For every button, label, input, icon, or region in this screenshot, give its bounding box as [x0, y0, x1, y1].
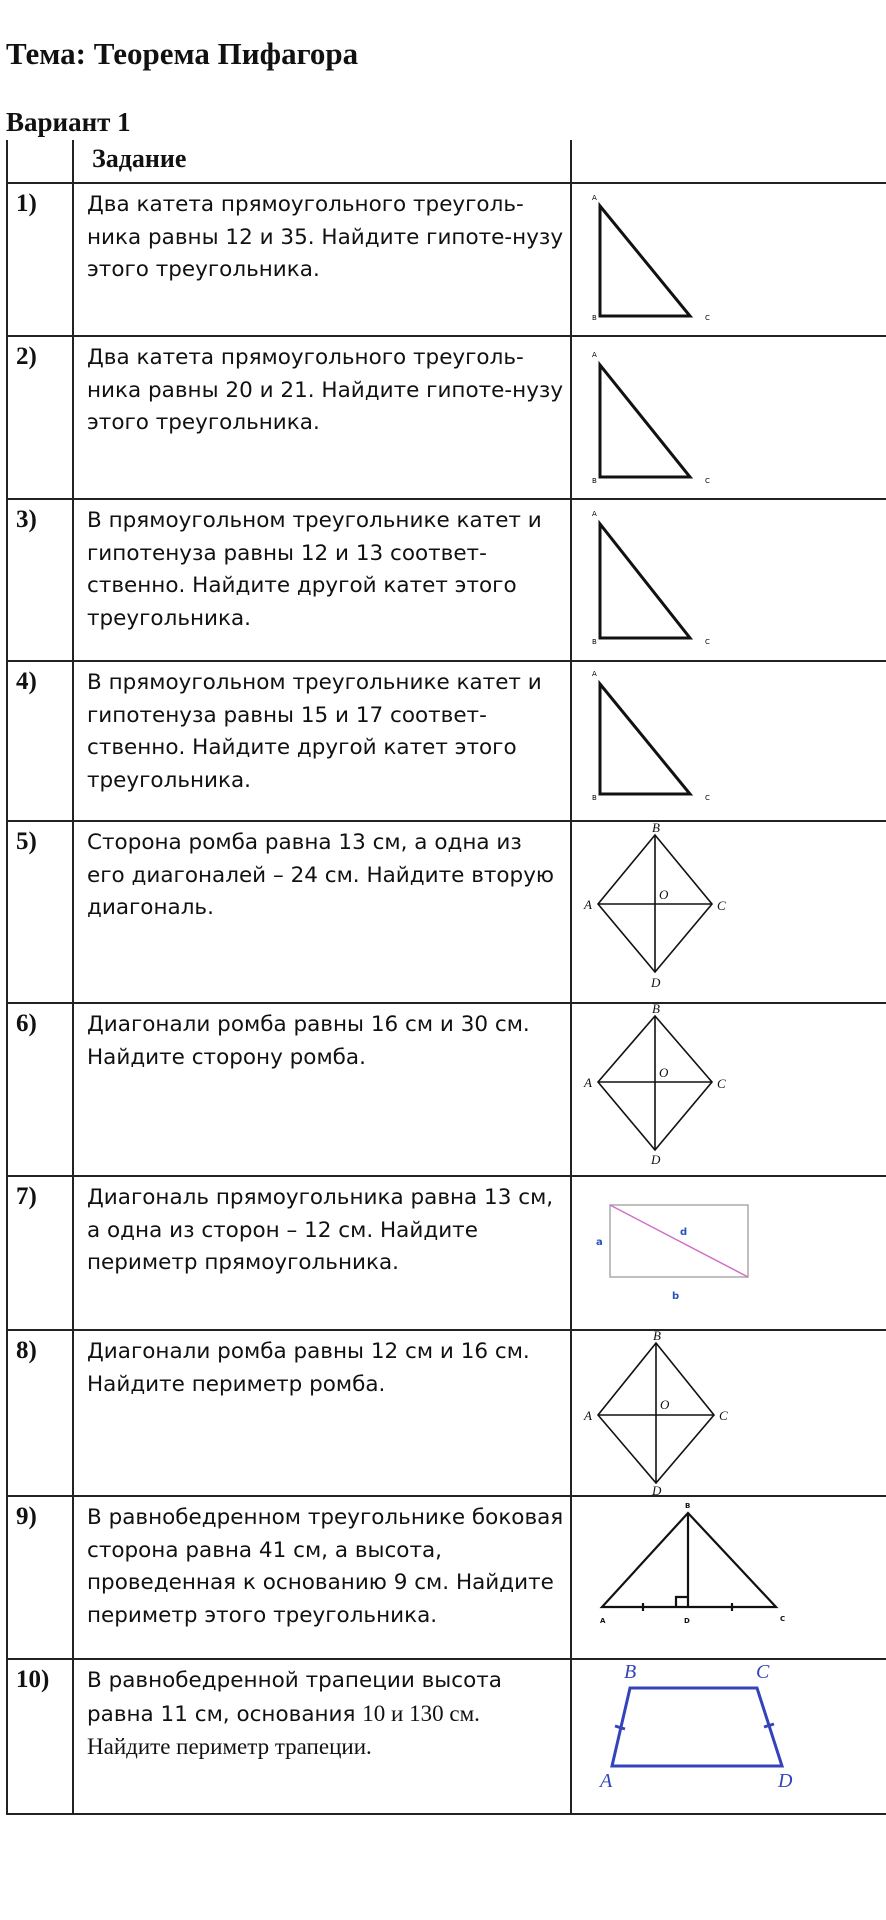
task-row-8 [7, 1330, 886, 1496]
task-row-7 [7, 1176, 886, 1330]
task-row-1 [7, 183, 886, 336]
vertex-label-d: D [651, 975, 661, 990]
task-number: 4) [7, 661, 73, 821]
right-triangle-figure [572, 337, 872, 500]
vertex-label-a: A [584, 897, 592, 912]
vertex-label-c: C [705, 794, 710, 802]
vertex-label-d: D [651, 1152, 661, 1167]
vertex-label-a: A [600, 1770, 613, 1792]
vertex-label-c: C [717, 1076, 726, 1091]
task-number: 8) [7, 1330, 73, 1496]
center-label-o: O [660, 1397, 670, 1412]
task-text: Диагональ прямоугольника равна 13 см, а одна из сторон – 12 см. Найдите периметр прямоугольника. [73, 1176, 571, 1330]
task-row-9 [7, 1496, 886, 1659]
tasks-table [6, 140, 886, 1815]
task-text: В прямоугольном треугольнике катет и гипотенуза равны 15 и 17 соответ-ственно. Найдите другой катет этого треугольника. [73, 661, 571, 821]
vertex-label-c: C [756, 1661, 770, 1683]
task-text: Два катета прямоугольного треуголь-ника равны 20 и 21. Найдите гипоте-нузу этого треугольника. [73, 336, 571, 499]
task-row-10 [7, 1659, 886, 1814]
rectangle-figure [572, 1177, 872, 1331]
task-row-2 [7, 336, 886, 499]
right-triangle-figure [572, 500, 872, 662]
vertex-label-a: A [592, 194, 597, 202]
isosceles-triangle-figure [572, 1497, 872, 1660]
header-task: Задание [73, 140, 571, 183]
vertex-label-a: A [584, 1408, 592, 1423]
task-number: 1) [7, 183, 73, 336]
task-figure [571, 1176, 886, 1330]
vertex-label-b: B [652, 1004, 660, 1016]
task-row-5 [7, 821, 886, 1003]
vertex-label-a: A [592, 670, 597, 678]
task-figure [571, 1003, 886, 1176]
vertex-label-b: B [685, 1502, 691, 1510]
vertex-label-c: C [780, 1615, 786, 1623]
task-figure [571, 183, 886, 336]
task-number: 2) [7, 336, 73, 499]
task-figure [571, 1330, 886, 1496]
right-triangle-figure [572, 662, 872, 822]
table-header-row [7, 140, 886, 183]
task-text: В равнобедренном треугольнике боковая сторона равна 41 см, а высота, проведенная к основанию 9 см. Найдите периметр этого треугольника. [73, 1496, 571, 1659]
task-figure [571, 499, 886, 661]
vertex-label-b: B [592, 314, 597, 322]
trapezoid-figure [572, 1660, 872, 1815]
vertex-label-b: B [592, 638, 597, 646]
task-figure [571, 661, 886, 821]
vertex-label-d: D [652, 1483, 662, 1497]
diagonal-label-d: d [680, 1227, 688, 1238]
vertex-label-b: B [592, 477, 597, 485]
task-text: Диагонали ромба равны 16 см и 30 см. Найдите сторону ромба. [73, 1003, 571, 1176]
variant-title: Вариант 1 [6, 107, 131, 137]
task-text: Диагонали ромба равны 12 см и 16 см. Найдите периметр ромба. [73, 1330, 571, 1496]
side-label-a: a [596, 1237, 603, 1248]
center-label-o: O [659, 1065, 669, 1080]
center-label-o: O [659, 887, 669, 902]
task-number: 5) [7, 821, 73, 1003]
topic-title: Тема: Теорема Пифагора [6, 36, 359, 71]
vertex-label-a: A [592, 510, 597, 518]
task-text: Сторона ромба равна 13 см, а одна из его диагоналей – 24 см. Найдите вторую диагональ. [73, 821, 571, 1003]
task-number: 6) [7, 1003, 73, 1176]
task-text [73, 1659, 571, 1814]
task-text: Два катета прямоугольного треуголь-ника равны 12 и 35. Найдите гипоте-нузу этого треугольника. [73, 183, 571, 336]
vertex-label-a: A [592, 351, 597, 359]
task-figure [571, 1659, 886, 1814]
vertex-label-c: C [719, 1408, 728, 1423]
vertex-label-c: C [705, 314, 710, 322]
task-text-part: В равнобедренной трапеции высота равна 11 см, основания [87, 1668, 502, 1727]
task-text-part-serif: 10 и 130 см. Найдите периметр трапеции. [87, 1700, 480, 1759]
task-figure [571, 1496, 886, 1659]
vertex-label-a: A [584, 1075, 592, 1090]
rhombus-figure [572, 822, 872, 1004]
vertex-label-c: C [717, 898, 726, 913]
vertex-label-c: C [705, 638, 710, 646]
rhombus-figure [572, 1331, 872, 1497]
vertex-label-d: D [778, 1770, 793, 1792]
task-row-4 [7, 661, 886, 821]
foot-label-d: D [684, 1617, 690, 1625]
task-figure [571, 821, 886, 1003]
vertex-label-a: A [600, 1617, 606, 1625]
right-triangle-figure [572, 184, 872, 337]
rectangle-diagonal [610, 1205, 748, 1277]
vertex-label-b: B [652, 822, 660, 835]
task-text: В прямоугольном треугольнике катет и гипотенуза равны 12 и 13 соответ-ственно. Найдите другой катет этого треугольника. [73, 499, 571, 661]
task-number: 9) [7, 1496, 73, 1659]
task-row-6 [7, 1003, 886, 1176]
task-number: 7) [7, 1176, 73, 1330]
task-figure [571, 336, 886, 499]
vertex-label-c: C [705, 477, 710, 485]
vertex-label-b: B [653, 1331, 661, 1343]
vertex-label-b: B [624, 1661, 637, 1683]
task-number: 10) [7, 1659, 73, 1814]
rhombus-figure [572, 1004, 872, 1177]
vertex-label-b: B [592, 794, 597, 802]
task-row-3 [7, 499, 886, 661]
task-number: 3) [7, 499, 73, 661]
side-label-b: b [672, 1291, 680, 1302]
